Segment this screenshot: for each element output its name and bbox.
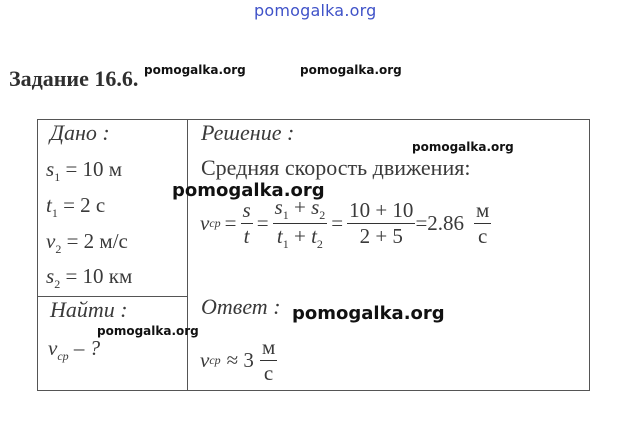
answer-unit — [260, 335, 277, 386]
find-target — [48, 336, 100, 364]
value: = 2 м/с — [66, 229, 128, 253]
unit-numerator: м — [261, 334, 276, 359]
given-v2 — [46, 229, 128, 257]
table-left-border — [37, 119, 38, 391]
unit-denominator: с — [263, 360, 274, 385]
watermark: pomogalka.org — [300, 63, 402, 77]
subscript: ср — [57, 349, 69, 363]
value: = 10 м — [65, 157, 123, 181]
given-heading: Дано : — [50, 120, 110, 145]
subscript: 2 — [54, 277, 61, 291]
symbol: v — [46, 229, 56, 253]
subscript: 1 — [51, 206, 58, 220]
watermark: pomogalka.org — [172, 180, 325, 201]
answer-heading: Ответ : — [201, 294, 281, 319]
numerator: $s_1 + s_2$ — [274, 194, 326, 222]
subscript: ср — [209, 215, 221, 230]
approx-value: ≈ 3 — [226, 347, 254, 372]
result-unit — [474, 198, 491, 249]
value: = 2 с — [63, 193, 106, 217]
table-right-border — [589, 119, 590, 391]
subscript: 2 — [55, 242, 62, 256]
equals-sign: = — [415, 210, 428, 235]
unit-denominator: с — [478, 223, 488, 248]
symbol: t — [46, 193, 52, 217]
task-title: Задание 16.6. — [9, 66, 139, 91]
solution-heading: Решение : — [201, 120, 295, 145]
subscript: 1 — [54, 170, 61, 184]
formula — [200, 193, 491, 253]
equals-sign: = — [331, 210, 344, 235]
watermark: pomogalka.org — [97, 324, 199, 338]
fraction-s-over-t — [241, 198, 253, 249]
value: = 10 км — [65, 264, 133, 288]
symbol-v: v — [200, 210, 210, 235]
given-t1 — [46, 193, 105, 221]
unit-numerator: м — [476, 197, 490, 222]
symbol: s — [46, 264, 55, 288]
find-heading: Найти : — [50, 297, 128, 322]
result-value: 2.86 — [427, 210, 465, 235]
denominator: t — [243, 223, 250, 248]
rest: – ? — [73, 336, 101, 360]
symbol: v — [48, 336, 58, 360]
denominator: $t_1 + t_2$ — [276, 223, 323, 251]
given-s2 — [46, 264, 132, 292]
subscript: ср — [209, 352, 221, 367]
equals-sign: = — [224, 210, 237, 235]
table-bottom-border — [37, 390, 590, 391]
solution-text: Средняя скорость движения: — [201, 155, 471, 180]
watermark-top[interactable]: pomogalka.org — [254, 1, 377, 20]
table-top-border — [37, 119, 590, 120]
numerator: s — [242, 197, 251, 222]
symbol-v: v — [200, 347, 210, 372]
denominator: 2 + 5 — [359, 223, 403, 248]
watermark: pomogalka.org — [144, 63, 246, 77]
fraction-sum — [273, 195, 328, 252]
numerator: 10 + 10 — [349, 197, 414, 222]
watermark: pomogalka.org — [292, 303, 445, 324]
watermark: pomogalka.org — [412, 140, 514, 154]
column-divider — [187, 119, 188, 391]
symbol: s — [46, 157, 55, 181]
answer-formula — [200, 332, 277, 388]
equals-sign: = — [256, 210, 269, 235]
given-s1 — [46, 157, 122, 185]
fraction-numbers — [347, 198, 415, 249]
